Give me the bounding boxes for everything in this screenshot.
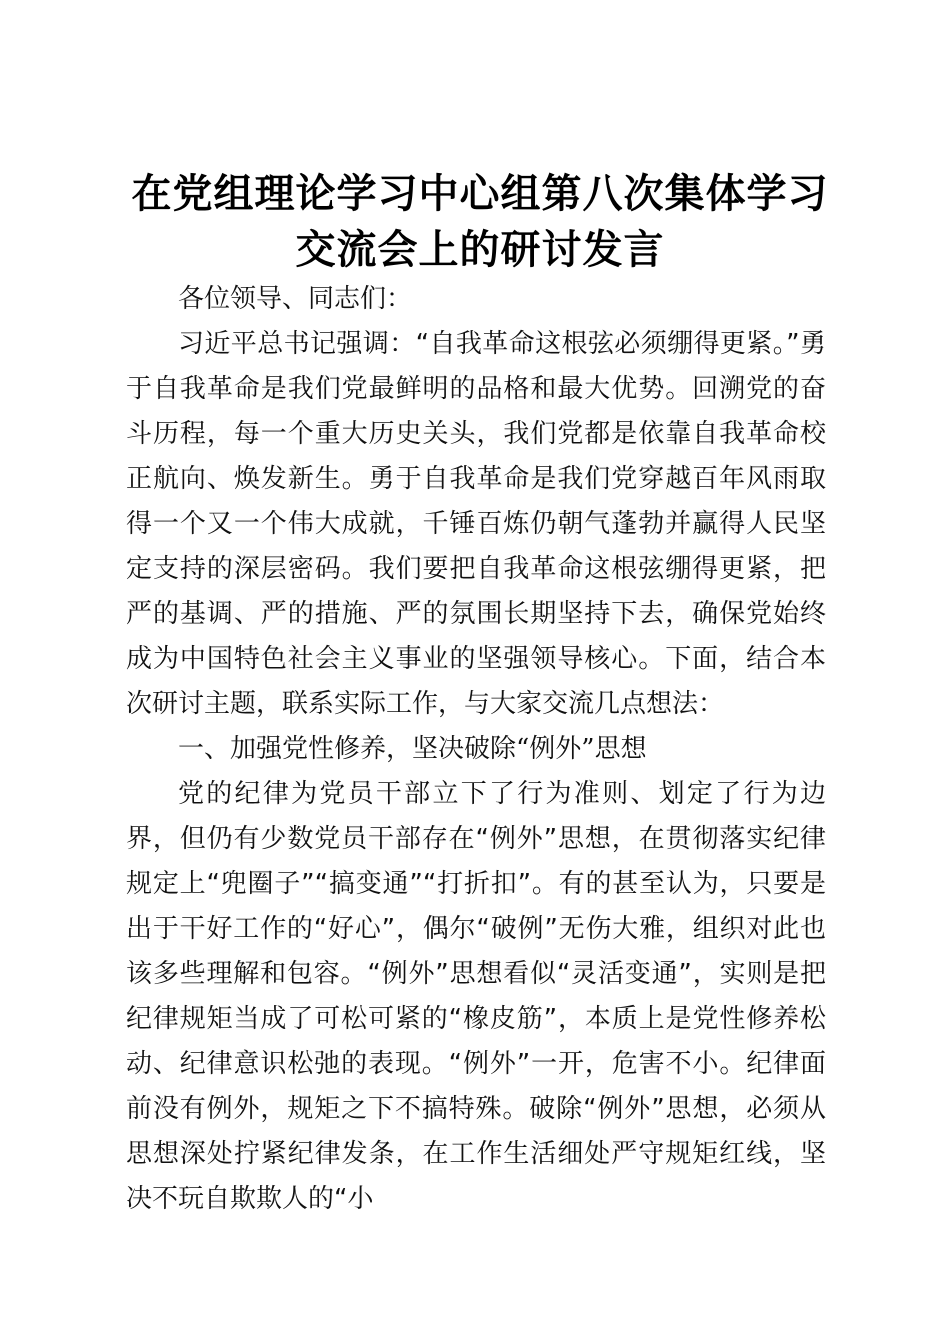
paragraph-intro: 习近平总书记强调：“自我革命这根弦必须绷得更紧。”勇于自我革命是我们党最鲜明的品格和最大优势。回溯党的奋斗历程，每一个重大历史关头，我们党都是依靠自我革命校正航向、焕发新生。勇于自我革命是我们党穿越百年风雨取得一个又一个伟大成就，千锤百炼仍朝气蓬勃并赢得人民坚定支持的深层密码。我们要把自我革命这根弦绷得更紧，把严的基调、严的措施、严的氛围长期坚持下去，确保党始终成为中国特色社会主义事业的坚强领导核心。下面，结合本次研讨主题，联系实际工作，与大家交流几点想法： — [126, 329, 826, 719]
salutation: 各位领导、同志们： — [178, 284, 413, 314]
document-body — [126, 277, 826, 1222]
document-title — [110, 166, 850, 278]
title-line-2: 交流会上的研讨发言 — [295, 227, 665, 273]
section-heading-1: 一、加强党性修养，坚决破除“例外”思想 — [178, 734, 647, 764]
title-line-1: 在党组理论学习中心组第八次集体学习 — [131, 171, 829, 217]
paragraph-section-1: 党的纪律为党员干部立下了行为准则、划定了行为边界，但仍有少数党员干部存在“例外”思想，在贯彻落实纪律规定上“兜圈子”“搞变通”“打折扣”。有的甚至认为，只要是出于干好工作的“好心”，偶尔“破例”无伤大雅，组织对此也该多些理解和包容。“例外”思想看似“灵活变通”，实则是把纪律规矩当成了可松可紧的“橡皮筋”，本质上是党性修养松动、纪律意识松弛的表现。“例外”一开，危害不小。纪律面前没有例外，规矩之下不搞特殊。破除“例外”思想，必须从思想深处拧紧纪律发条，在工作生活细处严守规矩红线，坚决不玩自欺欺人的“小 — [126, 779, 826, 1214]
